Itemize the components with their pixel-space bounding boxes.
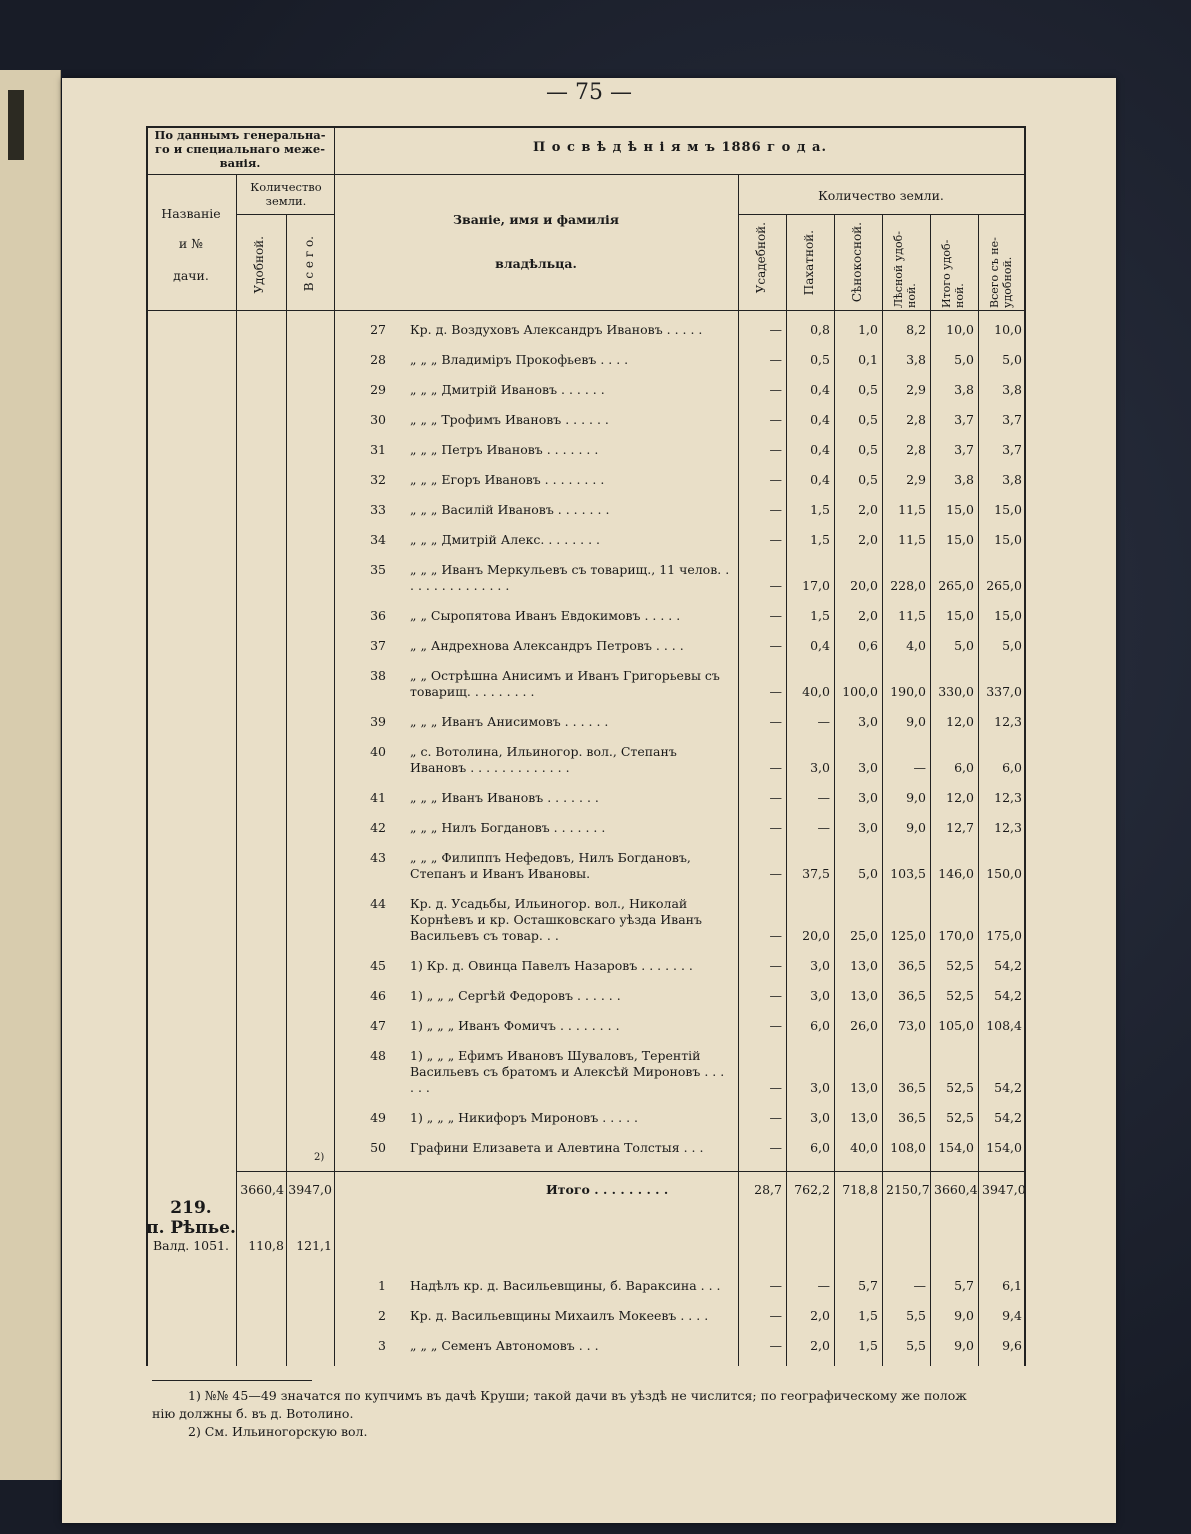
value-cell: 3,0 [810, 988, 830, 1003]
col-quantity2-heading: Количество земли. [818, 188, 944, 203]
general-survey-heading: По даннымъ генеральна-го и специальнаго меже-ванія. [154, 128, 326, 170]
value-cell: 3,8 [954, 472, 974, 487]
value-cell: 12,0 [946, 714, 974, 729]
value-cell: 12,3 [994, 714, 1022, 729]
value-cell: 103,5 [890, 866, 926, 881]
value-cell: — [769, 382, 782, 397]
value-cell: 6,1 [1002, 1278, 1022, 1293]
value-cell: 8,2 [906, 322, 926, 337]
value-cell: 9,0 [954, 1308, 974, 1323]
value-cell: — [769, 442, 782, 457]
value-cell: 108,4 [986, 1018, 1022, 1033]
row-number: 30 [370, 412, 386, 427]
total-value: 28,7 [754, 1182, 782, 1197]
value-cell: — [769, 866, 782, 881]
value-cell: 13,0 [850, 1110, 878, 1125]
owner-name: „ „ „ Владиміръ Прокофьевъ . . . . [410, 352, 629, 367]
row-number: 33 [370, 502, 386, 517]
value-cell: 4,0 [906, 638, 926, 653]
value-cell: 175,0 [986, 928, 1022, 943]
value-cell: 54,2 [994, 1110, 1022, 1125]
value-cell: — [769, 352, 782, 367]
value-cell: 5,0 [1002, 352, 1022, 367]
value-cell: 146,0 [938, 866, 974, 881]
value-cell: 2,9 [906, 472, 926, 487]
row-number: 1 [378, 1278, 386, 1293]
owner-name: Надѣлъ кр. д. Васильевщины, б. Вараксина . . . [410, 1278, 721, 1293]
value-cell: 2,0 [810, 1338, 830, 1353]
row-number: 44 [370, 896, 386, 911]
value-cell: — [769, 958, 782, 973]
value-cell: 9,0 [906, 790, 926, 805]
row-number: 47 [370, 1018, 386, 1033]
value-cell: 5,0 [954, 638, 974, 653]
value-cell: 1,0 [858, 322, 878, 337]
row-number: 41 [370, 790, 386, 805]
value-cell: — [817, 790, 830, 805]
row-number: 38 [370, 668, 386, 683]
value-cell: 20,0 [850, 578, 878, 593]
value-cell: 0,4 [810, 442, 830, 457]
col-owner-2: владѣльца. [495, 256, 577, 271]
col-owner-1: Званіе, имя и фамилія [453, 212, 619, 227]
owner-name: „ „ Сыропятова Иванъ Евдокимовъ . . . . . [410, 608, 681, 623]
value-cell: 5,7 [858, 1278, 878, 1293]
value-cell: 54,2 [994, 1080, 1022, 1095]
total-value: 2150,7 [886, 1182, 930, 1197]
value-cell: 5,0 [858, 866, 878, 881]
value-cell: 12,3 [994, 790, 1022, 805]
value-cell: 0,5 [858, 442, 878, 457]
value-cell: 3,8 [954, 382, 974, 397]
dacha-vsego: 121,1 [296, 1238, 332, 1253]
value-cell: 3,7 [1002, 442, 1022, 457]
value-cell: 1,5 [810, 608, 830, 623]
value-cell: 6,0 [810, 1140, 830, 1155]
value-cell: 5,5 [906, 1308, 926, 1323]
value-cell: — [769, 1338, 782, 1353]
value-cell: — [769, 820, 782, 835]
value-cell: 12,0 [946, 790, 974, 805]
dacha-vald: Валд. 1051. [152, 1238, 229, 1253]
value-cell: 228,0 [890, 578, 926, 593]
value-cell: 9,0 [906, 820, 926, 835]
value-cell: 0,1 [858, 352, 878, 367]
value-cell: 5,0 [954, 352, 974, 367]
value-cell: 3,8 [906, 352, 926, 367]
value-cell: 3,0 [858, 714, 878, 729]
value-cell: 13,0 [850, 988, 878, 1003]
owner-name: „ „ „ Дмитрій Алекс. . . . . . . . [410, 532, 601, 547]
row-number: 49 [370, 1110, 386, 1125]
value-cell: 15,0 [994, 502, 1022, 517]
value-cell: 1,5 [858, 1338, 878, 1353]
value-cell: — [769, 1278, 782, 1293]
value-cell: 3,0 [810, 958, 830, 973]
value-cell: — [769, 412, 782, 427]
row-number: 28 [370, 352, 386, 367]
document-page [62, 78, 1116, 1523]
value-cell: 0,4 [810, 472, 830, 487]
value-cell: 0,6 [858, 638, 878, 653]
value-cell: 25,0 [850, 928, 878, 943]
value-cell: 3,0 [858, 790, 878, 805]
owner-name: „ „ „ Филиппъ Нефедовъ, Нилъ Богдановъ, Степанъ и Иванъ Ивановы. [410, 850, 691, 881]
value-cell: 36,5 [898, 1110, 926, 1125]
value-cell: 9,4 [1002, 1308, 1022, 1323]
value-cell: 9,0 [954, 1338, 974, 1353]
value-cell: 2,0 [858, 532, 878, 547]
value-cell: 52,5 [946, 988, 974, 1003]
owner-name: „ „ „ Трофимъ Ивановъ . . . . . . [410, 412, 609, 427]
value-cell: — [769, 1018, 782, 1033]
value-cell: 3,8 [1002, 382, 1022, 397]
value-cell: 100,0 [842, 684, 878, 699]
total-value: 718,8 [842, 1182, 878, 1197]
value-cell: 10,0 [946, 322, 974, 337]
page-number: — 75 — [546, 80, 632, 105]
footnote-rule [152, 1380, 312, 1381]
col-vsego: В с е г о. [302, 236, 316, 292]
owner-name: „ „ „ Нилъ Богдановъ . . . . . . . [410, 820, 606, 835]
owner-name: 1) Кр. д. Овинца Павелъ Назаровъ . . . . . . . [410, 958, 693, 973]
value-cell: 11,5 [898, 608, 926, 623]
row-number: 42 [370, 820, 386, 835]
value-cell: 5,5 [906, 1338, 926, 1353]
owner-name: 1) „ „ „ Сергѣй Федоровъ . . . . . . [410, 988, 621, 1003]
subcol-pakhatnoi: Пахатной. [802, 230, 816, 296]
value-cell: 265,0 [938, 578, 974, 593]
value-cell: 15,0 [946, 532, 974, 547]
subcol-lesnoi: Лѣсной удоб-ной. [892, 231, 918, 308]
col-name-1: Названіе [161, 206, 221, 221]
value-cell: — [769, 714, 782, 729]
value-cell: 150,0 [986, 866, 1022, 881]
value-cell: 10,0 [994, 322, 1022, 337]
value-cell: — [769, 1080, 782, 1095]
value-cell: 0,5 [810, 352, 830, 367]
value-cell: — [817, 820, 830, 835]
value-cell: — [769, 472, 782, 487]
row-number: 37 [370, 638, 386, 653]
value-cell: 265,0 [986, 578, 1022, 593]
owner-name: „ „ „ Егоръ Ивановъ . . . . . . . . [410, 472, 605, 487]
total-value: 762,2 [794, 1182, 830, 1197]
value-cell: 11,5 [898, 502, 926, 517]
value-cell: 40,0 [802, 684, 830, 699]
value-cell: — [769, 1140, 782, 1155]
total-label: Итого . . . . . . . . . [546, 1182, 669, 1197]
total-value: 3947,0 [982, 1182, 1026, 1197]
value-cell: 26,0 [850, 1018, 878, 1033]
col-name-2: и № [178, 236, 204, 251]
owner-name: Кр. д. Васильевщины Михаилъ Мокеевъ . . . . [410, 1308, 709, 1323]
value-cell: 40,0 [850, 1140, 878, 1155]
value-cell: 2,9 [906, 382, 926, 397]
value-cell: — [817, 1278, 830, 1293]
value-cell: — [913, 1278, 926, 1293]
row-number: 3 [378, 1338, 386, 1353]
value-cell: 1,5 [858, 1308, 878, 1323]
value-cell: — [769, 502, 782, 517]
value-cell: 3,0 [810, 1080, 830, 1095]
row-number: 2 [378, 1308, 386, 1323]
value-cell: 2,0 [858, 502, 878, 517]
row-number: 32 [370, 472, 386, 487]
value-cell: 52,5 [946, 958, 974, 973]
value-cell: 17,0 [802, 578, 830, 593]
value-cell: 3,7 [1002, 412, 1022, 427]
total-value: 3660,4 [934, 1182, 978, 1197]
subcol-vsego-neudob: Всего съ не-удобной. [988, 237, 1014, 308]
row-number: 34 [370, 532, 386, 547]
value-cell: — [769, 322, 782, 337]
value-cell: — [769, 790, 782, 805]
value-cell: — [769, 578, 782, 593]
value-cell: 3,8 [1002, 472, 1022, 487]
value-cell: — [769, 1110, 782, 1125]
value-cell: 52,5 [946, 1110, 974, 1125]
value-cell: 0,4 [810, 412, 830, 427]
land-table [146, 126, 1026, 1366]
value-cell: — [769, 608, 782, 623]
value-cell: 3,0 [858, 760, 878, 775]
row-number: 48 [370, 1048, 386, 1063]
row-number: 31 [370, 442, 386, 457]
row-number: 35 [370, 562, 386, 577]
value-cell: 0,8 [810, 322, 830, 337]
owner-name: „ „ Андрехнова Александръ Петровъ . . . . [410, 638, 684, 653]
row-number: 27 [370, 322, 386, 337]
value-cell: 154,0 [938, 1140, 974, 1155]
dacha-udobnoi: 110,8 [248, 1238, 284, 1253]
owner-name: „ „ „ Семенъ Автономовъ . . . [410, 1338, 599, 1353]
value-cell: — [769, 638, 782, 653]
value-cell: 154,0 [986, 1140, 1022, 1155]
subcol-itogo: Итого удоб-ной. [940, 239, 966, 308]
value-cell: 0,4 [810, 382, 830, 397]
value-cell: 6,0 [1002, 760, 1022, 775]
value-cell: 13,0 [850, 958, 878, 973]
total-mark: 2) [314, 1152, 325, 1163]
value-cell: 15,0 [946, 608, 974, 623]
owner-name: „ „ Острѣшна Анисимъ и Иванъ Григорьевы съ товарищ. . . . . . . . . [410, 668, 720, 699]
value-cell: 125,0 [890, 928, 926, 943]
value-cell: 36,5 [898, 1080, 926, 1095]
value-cell: 330,0 [938, 684, 974, 699]
value-cell: 5,7 [954, 1278, 974, 1293]
row-number: 50 [370, 1140, 386, 1155]
value-cell: 11,5 [898, 532, 926, 547]
value-cell: 15,0 [946, 502, 974, 517]
value-cell: — [913, 760, 926, 775]
owner-name: „ с. Вотолина, Ильиногор. вол., Степанъ Ивановъ . . . . . . . . . . . . . [410, 744, 677, 775]
owner-name: „ „ „ Иванъ Меркульевъ съ товарищ., 11 челов. . . . . . . . . . . . . . . [410, 562, 730, 593]
owner-name: 1) „ „ „ Ефимъ Ивановъ Шуваловъ, Терентій Васильевъ съ братомъ и Алексѣй Мироновъ . . . . . . [410, 1048, 725, 1095]
by-info-heading: П о с в ѣ д ѣ н і я м ъ 1886 г о д а. [532, 140, 827, 155]
value-cell: 36,5 [898, 988, 926, 1003]
subcol-senokosnoi: Сѣнокосной. [850, 222, 864, 303]
total-left-vsego: 3947,0 [288, 1182, 332, 1197]
value-cell: 3,0 [858, 820, 878, 835]
col-name-3: дачи. [173, 268, 209, 283]
value-cell: 9,0 [906, 714, 926, 729]
owner-name: Кр. д. Воздуховъ Александръ Ивановъ . . . . . [410, 322, 703, 337]
value-cell: 73,0 [898, 1018, 926, 1033]
value-cell: 6,0 [810, 1018, 830, 1033]
value-cell: 54,2 [994, 988, 1022, 1003]
owner-name: 1) „ „ „ Никифоръ Мироновъ . . . . . [410, 1110, 639, 1125]
value-cell: 37,5 [802, 866, 830, 881]
value-cell: 105,0 [938, 1018, 974, 1033]
value-cell: 0,5 [858, 472, 878, 487]
col-quantity-heading: Количество земли. [250, 180, 322, 208]
value-cell: 3,0 [810, 1110, 830, 1125]
value-cell: 36,5 [898, 958, 926, 973]
value-cell: — [769, 1308, 782, 1323]
value-cell: 20,0 [802, 928, 830, 943]
row-number: 29 [370, 382, 386, 397]
owner-name: „ „ „ Иванъ Анисимовъ . . . . . . [410, 714, 609, 729]
value-cell: — [769, 928, 782, 943]
subcol-usadebnoi: Усадебной. [754, 222, 768, 294]
value-cell: 108,0 [890, 1140, 926, 1155]
owner-name: „ „ „ Василій Ивановъ . . . . . . . [410, 502, 610, 517]
value-cell: 3,7 [954, 442, 974, 457]
footnote-1b: нію должны б. въ д. Вотолино. [152, 1406, 354, 1421]
value-cell: — [769, 760, 782, 775]
value-cell: 52,5 [946, 1080, 974, 1095]
owner-name: „ „ „ Петръ Ивановъ . . . . . . . [410, 442, 599, 457]
owner-name: „ „ „ Иванъ Ивановъ . . . . . . . [410, 790, 599, 805]
owner-name: Графини Елизавета и Алевтина Толстыя . . . [410, 1140, 704, 1155]
total-left-udobnoi: 3660,4 [240, 1182, 284, 1197]
footnote-2: 2) См. Ильиногорскую вол. [188, 1424, 368, 1439]
dacha-name: п. Рѣпье. [146, 1218, 236, 1238]
value-cell: — [769, 684, 782, 699]
value-cell: 2,0 [810, 1308, 830, 1323]
row-number: 45 [370, 958, 386, 973]
value-cell: 9,6 [1002, 1338, 1022, 1353]
dacha-number: 219. [170, 1198, 212, 1218]
row-number: 43 [370, 850, 386, 865]
value-cell: 2,8 [906, 412, 926, 427]
col-udobnoi: Удобной. [252, 236, 266, 294]
left-page-edge [0, 70, 61, 1480]
row-number: 39 [370, 714, 386, 729]
value-cell: 170,0 [938, 928, 974, 943]
value-cell: 2,8 [906, 442, 926, 457]
value-cell: 13,0 [850, 1080, 878, 1095]
value-cell: 15,0 [994, 532, 1022, 547]
value-cell: — [769, 988, 782, 1003]
value-cell: — [817, 714, 830, 729]
owner-name: „ „ „ Дмитрій Ивановъ . . . . . . [410, 382, 605, 397]
value-cell: 1,5 [810, 502, 830, 517]
value-cell: 2,0 [858, 608, 878, 623]
owner-name: Кр. д. Усадьбы, Ильиногор. вол., Николай Корнѣевъ и кр. Осташковскаго уѣзда Иванъ Васильевъ съ товар. . . [410, 896, 702, 943]
value-cell: 6,0 [954, 760, 974, 775]
value-cell: 0,5 [858, 412, 878, 427]
value-cell: 12,3 [994, 820, 1022, 835]
row-number: 40 [370, 744, 386, 759]
value-cell: 0,5 [858, 382, 878, 397]
row-number: 36 [370, 608, 386, 623]
value-cell: 1,5 [810, 532, 830, 547]
value-cell: 190,0 [890, 684, 926, 699]
value-cell: 3,7 [954, 412, 974, 427]
value-cell: 337,0 [986, 684, 1022, 699]
row-number: 46 [370, 988, 386, 1003]
footnote-1: 1) №№ 45—49 значатся по купчимъ въ дачѣ Круши; такой дачи въ уѣздѣ не числится; по географическому же полож [188, 1388, 967, 1403]
value-cell: 54,2 [994, 958, 1022, 973]
value-cell: — [769, 532, 782, 547]
owner-name: 1) „ „ „ Иванъ Фомичъ . . . . . . . . [410, 1018, 620, 1033]
value-cell: 0,4 [810, 638, 830, 653]
value-cell: 15,0 [994, 608, 1022, 623]
binding-strip [8, 90, 24, 160]
value-cell: 3,0 [810, 760, 830, 775]
value-cell: 5,0 [1002, 638, 1022, 653]
value-cell: 12,7 [946, 820, 974, 835]
